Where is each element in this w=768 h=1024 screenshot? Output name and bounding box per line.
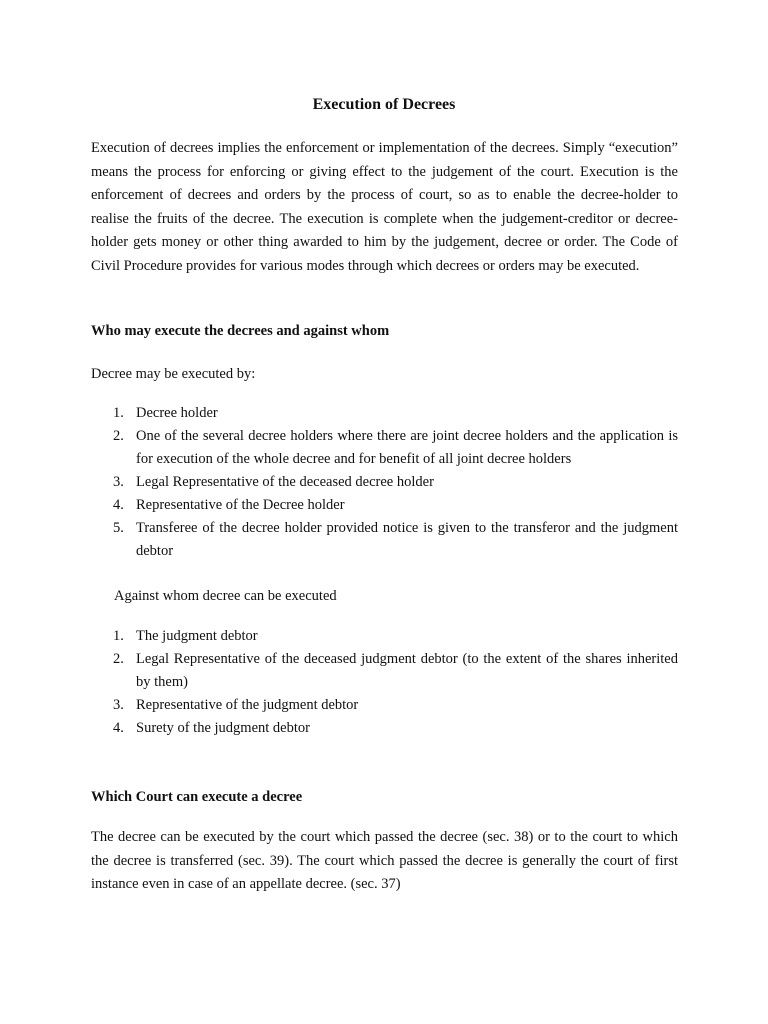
- list-item: [113, 625, 678, 648]
- list-item: [113, 717, 678, 740]
- list-item-number: 3.: [113, 697, 124, 713]
- list-item: [113, 425, 678, 471]
- list-item-text: Transferee of the decree holder provided notice is given to the transferor and the judgment debtor: [136, 520, 678, 559]
- list-item-text: One of the several decree holders where there are joint decree holders and the application is for execution of the whole decree and for benefit of all joint decree holders: [136, 428, 678, 467]
- list-item: [113, 471, 678, 494]
- executed-by-lead: Decree may be executed by:: [91, 366, 256, 382]
- list-item-text: Legal Representative of the deceased decree holder: [136, 474, 434, 490]
- list-item-text: Representative of the judgment debtor: [136, 697, 359, 713]
- against-whom-list: [113, 625, 678, 740]
- list-item-text: Decree holder: [136, 405, 218, 421]
- section-heading-who-may-execute: Who may execute the decrees and against whom: [91, 323, 390, 339]
- list-item-number: 3.: [113, 474, 124, 490]
- list-item-number: 1.: [113, 628, 124, 644]
- list-item-text: Legal Representative of the deceased judgment debtor (to the extent of the shares inherited by them): [136, 651, 678, 690]
- list-item: [113, 517, 678, 563]
- list-item: [113, 494, 678, 517]
- list-item: [113, 648, 678, 694]
- list-item-number: 2.: [113, 428, 124, 444]
- list-item-number: 4.: [113, 720, 124, 736]
- list-item-text: Representative of the Decree holder: [136, 497, 345, 513]
- list-item-text: Surety of the judgment debtor: [136, 720, 310, 736]
- list-item-text: The judgment debtor: [136, 628, 258, 644]
- court-paragraph: The decree can be executed by the court which passed the decree (sec. 38) or to the court to which the decree is transferred (sec. 39). The court which passed the decree is generally the court of first instance even in case of an appellate decree. (sec. 37): [91, 829, 678, 892]
- section-heading-which-court: Which Court can execute a decree: [91, 789, 303, 805]
- document-title: Execution of Decrees: [312, 96, 456, 113]
- list-item-number: 5.: [113, 520, 124, 536]
- against-whom-lead: Against whom decree can be executed: [114, 588, 337, 604]
- list-item-number: 2.: [113, 651, 124, 667]
- intro-paragraph: Execution of decrees implies the enforcement or implementation of the decrees. Simply “execution” means the process for enforcing or giving effect to the judgement of the court. Execution is the enforcement of decrees and orders by the process of court, so as to enable the decree-holder to realise the fruits of the decree. The execution is complete when the judgement-creditor or decree-holder gets money or other thing awarded to him by the judgement, decree or order. The Code of Civil Procedure provides for various modes through which decrees or orders may be executed.: [91, 140, 678, 274]
- list-item-number: 4.: [113, 497, 124, 513]
- list-item-number: 1.: [113, 405, 124, 421]
- executed-by-list: [113, 402, 678, 563]
- list-item: [113, 402, 678, 425]
- list-item: [113, 694, 678, 717]
